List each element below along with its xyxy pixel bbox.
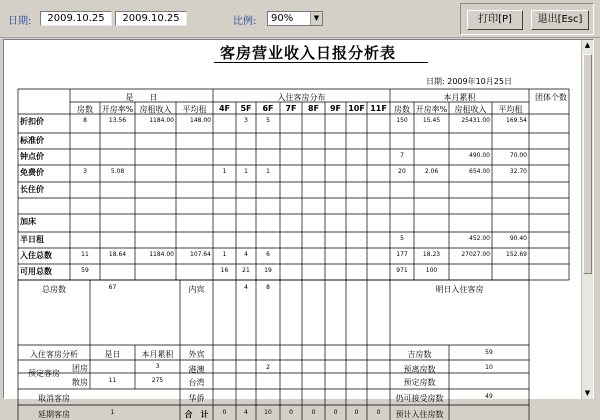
col-header-floor: 6F <box>262 104 274 113</box>
scroll-down-icon[interactable]: ▼ <box>584 389 591 397</box>
tomorrow-label: 吉房数 <box>407 350 432 359</box>
fit-room-label: 散房 <box>72 378 88 387</box>
scroll-thumb[interactable] <box>583 54 592 274</box>
cell-floor: 16 <box>220 267 229 274</box>
col-header-floor: 5F <box>240 104 252 113</box>
col-header-floor: 11F <box>370 104 387 113</box>
header-month: 本月累积 <box>443 93 476 102</box>
cell-floor: 1 <box>222 168 227 175</box>
row-label: 加床 <box>20 217 36 226</box>
region-floor-cell: 4 <box>244 284 248 291</box>
cell-month: 15.45 <box>422 117 441 124</box>
col-header-floor: 7F <box>285 104 297 113</box>
region-floor-cell: 2 <box>266 364 270 371</box>
row-label: 免费价 <box>20 168 44 177</box>
cell-month: 150 <box>396 117 408 124</box>
region-floor-cell: 0 <box>376 409 381 416</box>
col-header-month: 房租收入 <box>454 105 487 114</box>
region-floor-cell: 0 <box>289 409 293 416</box>
extend-value: 1 <box>110 409 115 416</box>
col-header-floor: 4F <box>218 104 231 113</box>
region-floor-cell: 8 <box>266 284 270 291</box>
row-label: 标准价 <box>20 136 44 145</box>
cell-month: 70.00 <box>509 152 527 159</box>
cell-floor: 3 <box>244 117 248 124</box>
cell-today: 13.56 <box>108 117 127 124</box>
cell-floor: 5 <box>266 117 270 124</box>
cell-today: 148.00 <box>190 117 211 124</box>
fit-month-value: 275 <box>151 377 164 384</box>
cell-month: 18.23 <box>422 251 441 258</box>
col-header-month: 房数 <box>394 105 410 114</box>
col-header-today: 房租收入 <box>139 105 172 114</box>
cell-month: 971 <box>396 267 408 274</box>
col-header-floor: 10F <box>348 104 365 113</box>
cell-month: 90.40 <box>509 235 527 242</box>
region-label: 内宾 <box>188 285 205 294</box>
cell-floor: 21 <box>242 267 250 274</box>
extend-label: 延期客房 <box>38 410 70 419</box>
tomorrow-label: 预离房数 <box>403 365 436 374</box>
tomorrow-label: 预计入住房数 <box>395 410 444 419</box>
cell-today: 1184.00 <box>149 251 174 258</box>
vertical-scrollbar[interactable] <box>581 40 593 399</box>
cell-month: 654.00 <box>469 168 490 175</box>
cell-today: 11 <box>81 251 89 258</box>
cell-floor: 1 <box>244 168 248 175</box>
region-floor-cell: 0 <box>311 409 316 416</box>
cancel-label: 取消客房 <box>38 394 70 403</box>
date-from-field[interactable]: 2009.10.25 <box>40 11 112 26</box>
tomorrow-value: 59 <box>485 349 493 356</box>
chevron-down-icon[interactable]: ▼ <box>310 12 322 25</box>
cell-month: 2.06 <box>424 168 439 175</box>
exit-button[interactable]: 退出[Esc] <box>531 10 589 30</box>
region-label: 外宾 <box>188 350 205 359</box>
report-title: 客房营业收入日报分析表 <box>220 44 397 62</box>
cell-today: 107.64 <box>190 251 211 258</box>
analysis-today-label: 是日 <box>104 350 121 359</box>
region-floor-cell: 0 <box>354 409 359 416</box>
header-today: 是 日 <box>125 93 158 102</box>
col-header-today: 平均租 <box>182 105 207 114</box>
analysis-month-label: 本月累积 <box>141 350 174 359</box>
row-label: 长住价 <box>20 185 44 194</box>
col-header-floor: 8F <box>307 104 320 113</box>
cell-today: 18.64 <box>108 251 127 258</box>
region-floor-cell: 10 <box>264 409 272 416</box>
cell-month: 152.69 <box>506 251 527 258</box>
cell-today: 5.08 <box>110 168 125 175</box>
cell-floor: 4 <box>244 251 248 258</box>
toolbar <box>0 0 600 38</box>
group-month-value: 3 <box>155 363 160 370</box>
region-label: 港澳 <box>188 365 205 374</box>
region-label: 合 计 <box>184 410 209 419</box>
row-label: 半日租 <box>20 235 44 244</box>
cell-today: 8 <box>83 117 87 124</box>
cell-month: 20 <box>398 168 406 175</box>
region-floor-cell: 0 <box>222 409 227 416</box>
reserved-label: 预定客房 <box>28 369 60 378</box>
region-floor-cell: 0 <box>333 409 338 416</box>
cell-today: 3 <box>83 168 87 175</box>
button-group <box>460 3 594 35</box>
ratio-label: 比例: <box>233 16 257 27</box>
cell-month: 452.00 <box>469 235 490 242</box>
tomorrow-label: 预定房数 <box>403 378 436 387</box>
cell-month: 7 <box>400 152 404 159</box>
print-button[interactable]: 打印[P] <box>467 10 523 30</box>
row-label: 钟点价 <box>20 152 44 161</box>
report-page <box>4 40 581 419</box>
analysis-label: 入住客房分析 <box>30 350 78 359</box>
total-rooms-label: 总房数 <box>42 285 66 294</box>
row-label: 可用总数 <box>20 267 52 276</box>
date-label: 日期: <box>8 16 32 27</box>
col-header-month: 开房率% <box>415 105 448 114</box>
total-rooms-value: 67 <box>108 284 117 291</box>
cell-floor: 19 <box>264 267 272 274</box>
header-floors: 入住客房分布 <box>277 93 326 102</box>
cell-month: 100 <box>425 267 438 274</box>
cell-today: 1184.00 <box>149 117 174 124</box>
col-header-month: 平均租 <box>498 105 523 114</box>
col-header-today: 开房率% <box>101 105 134 114</box>
region-floor-cell: 4 <box>244 409 248 416</box>
row-label: 折扣价 <box>20 117 44 126</box>
cell-month: 490.00 <box>469 152 490 159</box>
tomorrow-label: 仍可接受房数 <box>395 394 444 403</box>
cell-month: 169.54 <box>506 117 527 124</box>
cell-floor: 1 <box>222 251 227 258</box>
cell-floor: 1 <box>266 168 270 175</box>
cell-month: 32.70 <box>509 168 527 175</box>
tomorrow-value: 49 <box>485 393 493 400</box>
col-header-today: 房数 <box>77 105 93 114</box>
tomorrow-title: 明日入住客房 <box>435 285 484 294</box>
scroll-up-icon[interactable]: ▲ <box>584 41 591 49</box>
cell-month: 25431.00 <box>461 117 490 124</box>
ratio-select[interactable] <box>267 11 323 26</box>
header-groups: 团体个数 <box>535 93 567 102</box>
ratio-value: 90% <box>271 13 294 24</box>
cell-month: 177 <box>396 251 408 258</box>
col-header-floor: 9F <box>329 104 342 113</box>
cell-floor: 6 <box>266 251 270 258</box>
row-label: 入住总数 <box>20 251 52 260</box>
cell-month: 27027.00 <box>461 251 490 258</box>
region-label: 台湾 <box>188 378 205 387</box>
title-underline <box>214 62 428 63</box>
group-room-label: 团房 <box>72 364 88 373</box>
cell-today: 59 <box>81 267 89 274</box>
date-to-field[interactable]: 2009.10.25 <box>115 11 187 26</box>
region-label: 华侨 <box>188 394 205 403</box>
cell-month: 5 <box>400 235 404 242</box>
tomorrow-value: 10 <box>485 364 493 371</box>
report-date: 日期: 2009年10月25日 <box>426 77 512 86</box>
fit-today-value: 11 <box>108 377 117 384</box>
